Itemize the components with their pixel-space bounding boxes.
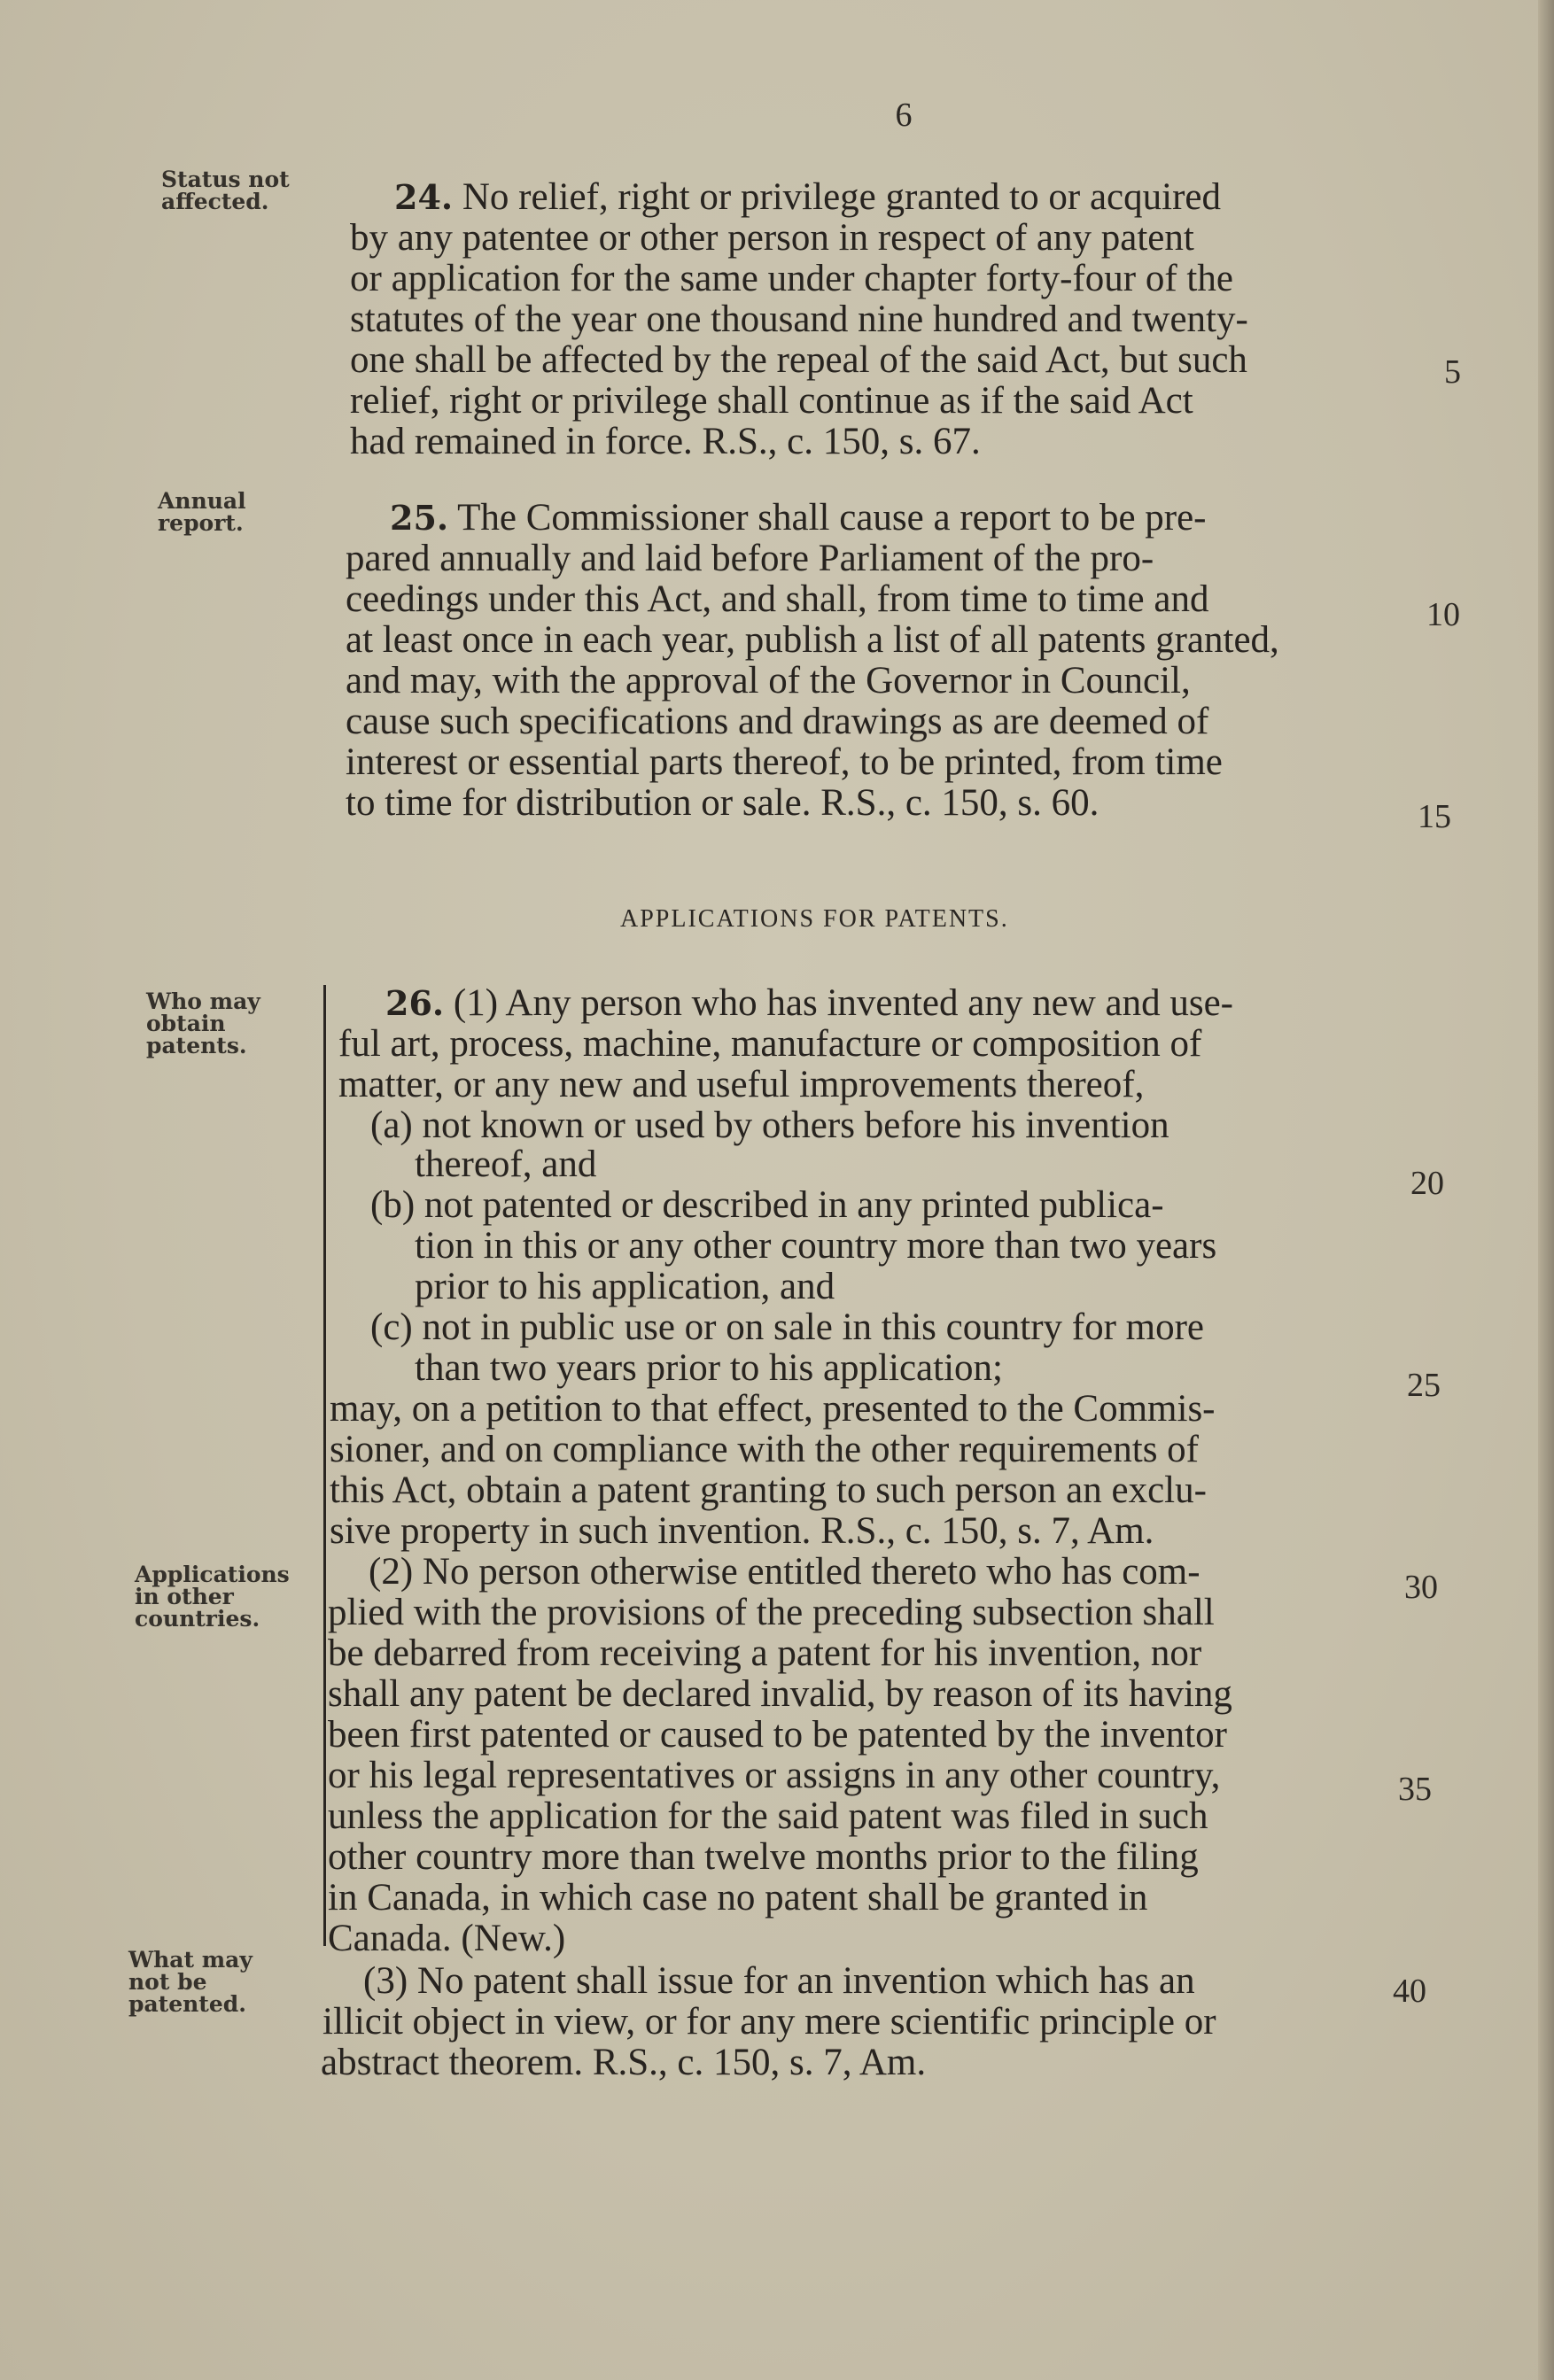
line-number: 5 (1444, 353, 1461, 391)
text-line: at least once in each year, publish a list of all patents granted, (346, 619, 1279, 661)
line-number: 10 (1426, 596, 1460, 633)
text-line: (2) No person otherwise entitled thereto who has com- (369, 1551, 1200, 1593)
text-line: be debarred from receiving a patent for his invention, nor (328, 1632, 1202, 1674)
text-line: statutes of the year one thousand nine hundred and twenty- (350, 298, 1248, 340)
text-line: sioner, and on compliance with the other requirements of (330, 1429, 1200, 1470)
line-number: 35 (1398, 1771, 1432, 1808)
section-number-25: 25. (390, 498, 449, 538)
text-line: (b) not patented or described in any printed publica- (370, 1184, 1164, 1226)
section-26-first-line: 26. (1) Any person who has invented any new and use- (385, 982, 1233, 1024)
section-number-24: 24. (394, 177, 454, 217)
text-line: or application for the same under chapter forty-four of the (350, 258, 1233, 299)
section-24-first-line: 24. No relief, right or privilege granted to or acquired (394, 176, 1221, 218)
text-line: Canada. (New.) (328, 1918, 566, 1959)
section-heading: APPLICATIONS FOR PATENTS. (620, 905, 1009, 933)
text-line: tion in this or any other country more than two years (415, 1225, 1217, 1267)
text-line: ful art, process, machine, manufacture or composition of (338, 1023, 1202, 1065)
text-line: ceedings under this Act, and shall, from time to time and (346, 578, 1209, 620)
text-line: other country more than twelve months prior to the filing (328, 1836, 1199, 1878)
text-line: matter, or any new and useful improvements thereof, (338, 1064, 1145, 1105)
text-line: relief, right or privilege shall continue as if the said Act (350, 380, 1193, 422)
text-line: shall any patent be declared invalid, by reason of its having (328, 1673, 1232, 1715)
text-line: interest or essential parts thereof, to be printed, from time (346, 741, 1223, 783)
line-number: 40 (1393, 1973, 1426, 2010)
text-line: this Act, obtain a patent granting to such person an exclu- (330, 1469, 1207, 1511)
text-line: to time for distribution or sale. R.S., c. 150, s. 60. (346, 782, 1099, 824)
line-number: 15 (1418, 798, 1451, 835)
text-line: had remained in force. R.S., c. 150, s. 67. (350, 421, 981, 462)
line-number: 25 (1407, 1367, 1441, 1404)
page-number: 6 (895, 97, 913, 134)
text-line: thereof, and (415, 1143, 597, 1185)
text-line: or his legal representatives or assigns in any other country, (328, 1755, 1221, 1796)
text-line: been first patented or caused to be patented by the inventor (328, 1714, 1227, 1756)
line-number: 20 (1410, 1165, 1444, 1202)
text-line: (3) No patent shall issue for an invention which has an (363, 1960, 1195, 2002)
text-line: (c) not in public use or on sale in this country for more (370, 1306, 1205, 1348)
margin-note-status: Status not affected. (161, 167, 290, 214)
margin-note-what-may-not-be-patented: What may not be patented. (128, 1947, 253, 2017)
text-line: prior to his application, and (415, 1266, 835, 1307)
text-line: in Canada, in which case no patent shall be granted in (328, 1877, 1148, 1919)
text-line: abstract theorem. R.S., c. 150, s. 7, Am. (321, 2042, 927, 2083)
text-line: sive property in such invention. R.S., c. 150, s. 7, Am. (330, 1510, 1154, 1552)
margin-note-applications-other-countries: Applications in other countries. (135, 1562, 290, 1632)
margin-rule (323, 985, 326, 1946)
section-number-26: 26. (385, 983, 445, 1023)
section-25-first-line: 25. The Commissioner shall cause a report to be pre- (390, 497, 1207, 539)
text-line: illicit object in view, or for any mere scientific principle or (322, 2001, 1216, 2043)
text-line: unless the application for the said patent was filed in such (328, 1795, 1208, 1837)
text-line: cause such specifications and drawings as are deemed of (346, 701, 1209, 742)
text-line: plied with the provisions of the preceding subsection shall (328, 1592, 1215, 1633)
text-line: (a) not known or used by others before his invention (370, 1105, 1169, 1146)
text-line: one shall be affected by the repeal of the said Act, but such (350, 339, 1247, 381)
margin-note-who-may-obtain: Who may obtain patents. (146, 988, 260, 1058)
text-line: pared annually and laid before Parliament of the pro- (346, 538, 1154, 579)
text-line: and may, with the approval of the Governor in Council, (346, 660, 1191, 702)
text-line: than two years prior to his application; (415, 1347, 1003, 1389)
line-number: 30 (1404, 1569, 1438, 1606)
margin-note-annual-report: Annual report. (158, 488, 246, 536)
page-edge (1538, 0, 1554, 2380)
text-line: may, on a petition to that effect, presented to the Commis- (330, 1388, 1216, 1430)
text-line: by any patentee or other person in respect of any patent (350, 217, 1194, 259)
